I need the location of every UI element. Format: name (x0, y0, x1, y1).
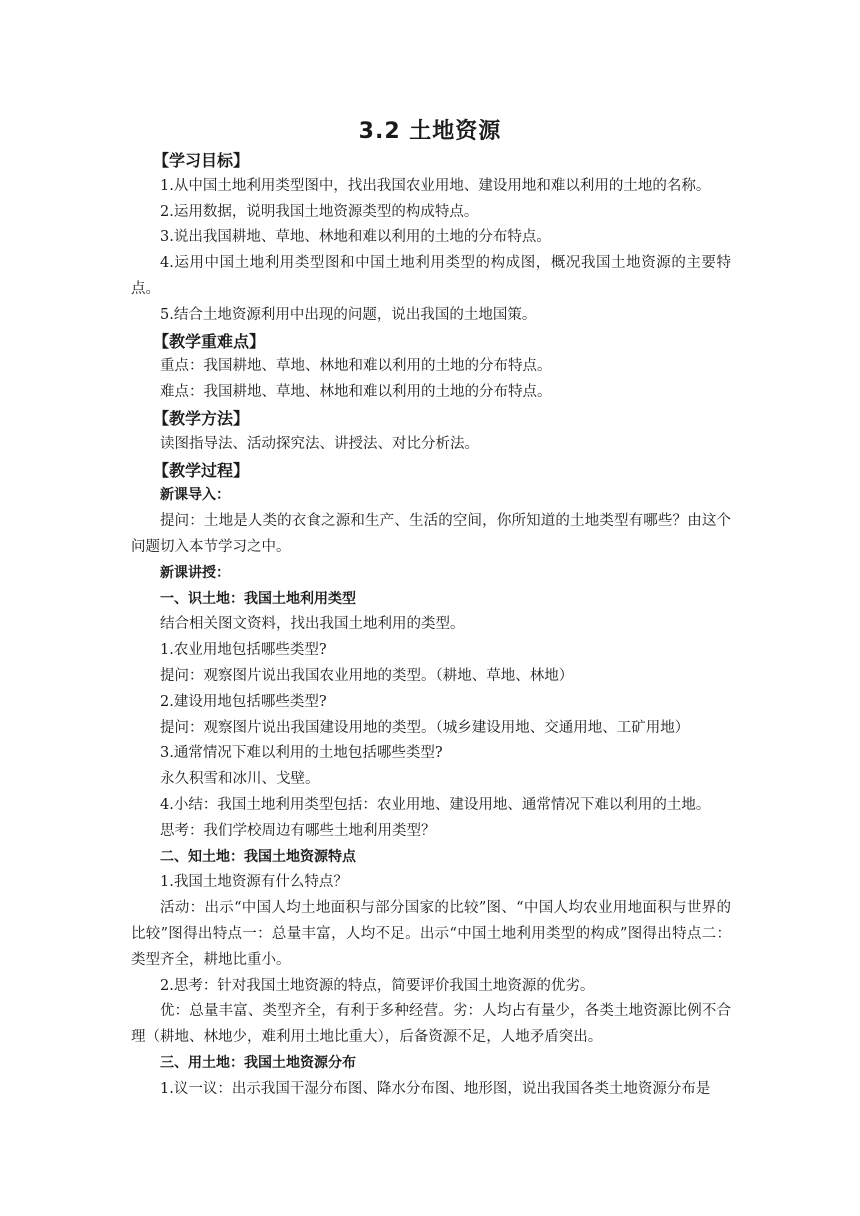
subsection-heading: 新课讲授： (160, 564, 230, 581)
subsection-heading: 新课导入： (160, 487, 230, 504)
paragraph: 提问：观察图片说出我国建设用地的类型。（城乡建设用地、交通用地、工矿用地） (160, 719, 690, 736)
paragraph: 1.从中国土地利用类型图中，找出我国农业用地、建设用地和难以利用的土地的名称。 (160, 177, 711, 194)
document-body (131, 148, 731, 1102)
paragraph: 3.通常情况下难以利用的土地包括哪些类型? (160, 745, 443, 762)
paragraph: 2.建设用地包括哪些类型? (160, 693, 327, 710)
paragraph: 5.结合土地资源利用中出现的问题，说出我国的土地国策。 (160, 306, 537, 323)
paragraph: 4.小结：我国土地利用类型包括：农业用地、建设用地、通常情况下难以利用的土地。 (160, 796, 711, 813)
page-title: 3.2 土地资源 (358, 119, 502, 144)
section-heading: 【教学方法】 (153, 408, 250, 428)
paragraph: 1.农业用地包括哪些类型? (160, 642, 327, 659)
paragraph: 活动：出示“中国人均土地面积与部分国家的比较”图、“中国人均农业用地面积与世界的比较”图得出特点一：总量丰富，人均不足。出示“中国土地利用类型的构成”图得出特点二：类型齐全，耕地比重小。 (131, 900, 731, 968)
section-heading: 【学习目标】 (153, 151, 250, 170)
paragraph: 难点：我国耕地、草地、林地和难以利用的土地的分布特点。 (160, 384, 552, 401)
section-heading: 【教学过程】 (153, 460, 250, 480)
paragraph: 2.运用数据，说明我国土地资源类型的构成特点。 (160, 203, 479, 220)
paragraph: 优：总量丰富、类型齐全，有利于多种经营。劣：人均占有量少，各类土地资源比例不合理（耕地、林地少，难利用土地比重大），后备资源不足，人地矛盾突出。 (131, 1003, 731, 1046)
paragraph: 重点：我国耕地、草地、林地和难以利用的土地的分布特点。 (160, 358, 552, 375)
paragraph: 2.思考：针对我国土地资源的特点，简要评价我国土地资源的优劣。 (160, 977, 595, 994)
paragraph: 结合相关图文资料，找出我国土地利用的类型。 (160, 616, 465, 633)
section-heading: 【教学重难点】 (153, 331, 266, 351)
paragraph: 读图指导法、活动探究法、讲授法、对比分析法。 (160, 435, 479, 452)
subsection-heading: 一、识土地：我国土地利用类型 (160, 590, 356, 607)
paragraph: 思考：我们学校周边有哪些土地利用类型？ (160, 822, 436, 839)
subsection-heading: 二、知土地：我国土地资源特点 (160, 848, 356, 865)
paragraph: 1.我国土地资源有什么特点？ (160, 874, 348, 891)
paragraph: 永久积雪和冰川、戈壁。 (160, 771, 320, 788)
paragraph: 3.说出我国耕地、草地、林地和难以利用的土地的分布特点。 (160, 229, 551, 246)
subsection-heading: 三、用土地：我国土地资源分布 (160, 1054, 356, 1071)
paragraph: 提问：观察图片说出我国农业用地的类型。（耕地、草地、林地） (160, 667, 574, 684)
paragraph: 4.运用中国土地利用类型图和中国土地利用类型的构成图，概况我国土地资源的主要特点。 (131, 255, 731, 297)
paragraph: 提问：土地是人类的衣食之源和生产、生活的空间，你所知道的土地类型有哪些？由这个问题切入本节学习之中。 (131, 513, 731, 555)
paragraph: 1.议一议：出示我国干湿分布图、降水分布图、地形图，说出我国各类土地资源分布是 (160, 1080, 711, 1097)
